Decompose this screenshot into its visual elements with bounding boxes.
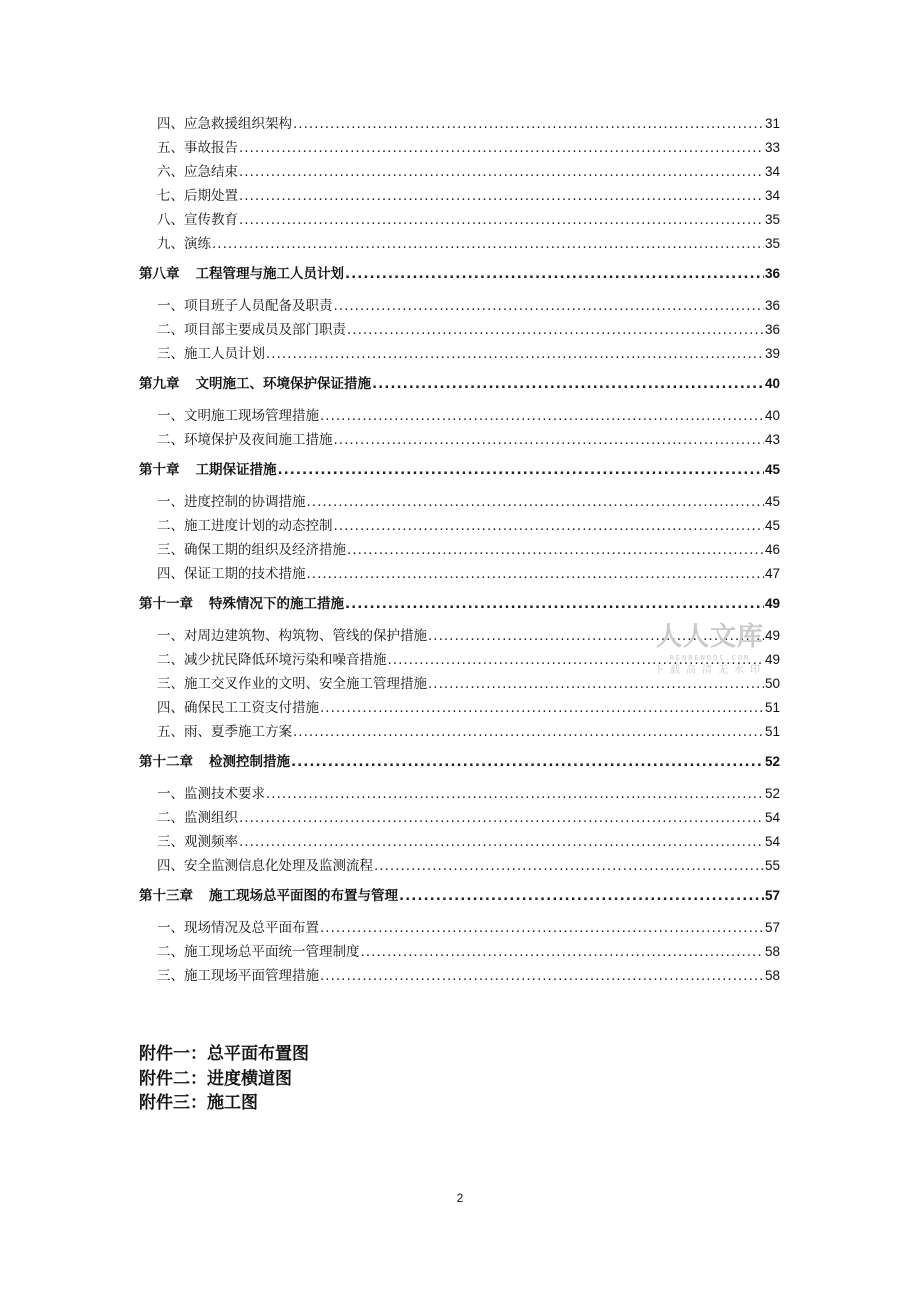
toc-leader-dots — [239, 136, 764, 160]
toc-leader-dots — [320, 404, 764, 428]
toc-page-number: 49 — [764, 628, 780, 643]
toc-chapter-name: 施工现场总平面图的布置与管理 — [209, 888, 398, 904]
toc-section-row[interactable] — [139, 696, 780, 720]
toc-section-row[interactable] — [139, 184, 780, 208]
toc-section-title: 一、现场情况及总平面布置 — [157, 920, 319, 936]
appendix-item-3: 附件三：施工图 — [139, 1093, 258, 1113]
toc-leader-dots — [372, 372, 764, 396]
toc-chapter-row[interactable] — [139, 592, 780, 616]
toc-chapter-number: 第九章 — [139, 376, 180, 392]
toc-section-title: 三、施工交叉作业的文明、安全施工管理措施 — [157, 676, 427, 692]
toc-chapter-row[interactable] — [139, 372, 780, 396]
toc-page-number: 54 — [764, 810, 780, 825]
appendix-item-1: 附件一：总平面布置图 — [139, 1044, 309, 1064]
table-of-contents — [139, 112, 780, 988]
toc-chapter-row[interactable] — [139, 750, 780, 774]
toc-section-row[interactable] — [139, 208, 780, 232]
toc-section-row[interactable] — [139, 490, 780, 514]
toc-chapter-number: 第八章 — [139, 266, 180, 282]
toc-section-title: 三、施工人员计划 — [157, 346, 265, 362]
watermark — [648, 622, 772, 678]
toc-leader-dots — [347, 318, 764, 342]
page-number: 2 — [456, 1191, 464, 1205]
toc-page-number: 36 — [764, 298, 780, 313]
toc-page-number: 51 — [764, 724, 780, 739]
toc-section-title: 二、环境保护及夜间施工措施 — [157, 432, 333, 448]
toc-chapter-number: 第十章 — [139, 462, 180, 478]
toc-page-number: 45 — [764, 518, 780, 533]
toc-section-row[interactable] — [139, 538, 780, 562]
toc-leader-dots — [291, 750, 764, 774]
toc-leader-dots — [239, 830, 764, 854]
toc-leader-dots — [307, 490, 764, 514]
toc-page-number: 31 — [764, 116, 780, 131]
toc-section-row[interactable] — [139, 916, 780, 940]
toc-page-number: 34 — [764, 188, 780, 203]
toc-chapter-number: 第十二章 — [139, 754, 193, 770]
toc-section-row[interactable] — [139, 806, 780, 830]
toc-page-number: 43 — [764, 432, 780, 447]
toc-section-row[interactable] — [139, 782, 780, 806]
toc-chapter-number: 第十三章 — [139, 888, 193, 904]
toc-section-title: 七、后期处置 — [157, 188, 238, 204]
toc-leader-dots — [239, 208, 764, 232]
toc-section-row[interactable] — [139, 720, 780, 744]
watermark-subtitle: 下载高清无水印 — [654, 665, 766, 676]
toc-leader-dots — [293, 720, 764, 744]
toc-chapter-row[interactable] — [139, 458, 780, 482]
toc-section-title: 一、监测技术要求 — [157, 786, 265, 802]
toc-page-number: 47 — [764, 566, 780, 581]
toc-leader-dots — [361, 940, 764, 964]
toc-leader-dots — [374, 854, 764, 878]
toc-leader-dots — [345, 592, 764, 616]
toc-page-number: 45 — [764, 494, 780, 509]
toc-chapter-number: 第十一章 — [139, 596, 193, 612]
toc-leader-dots — [399, 884, 764, 908]
toc-page-number: 34 — [764, 164, 780, 179]
toc-leader-dots — [334, 428, 764, 452]
toc-section-row[interactable] — [139, 136, 780, 160]
toc-section-title: 四、应急救援组织架构 — [157, 116, 292, 132]
toc-chapter-name: 工程管理与施工人员计划 — [195, 266, 344, 282]
toc-page-number: 58 — [764, 944, 780, 959]
toc-page-number: 36 — [764, 266, 780, 281]
toc-section-row[interactable] — [139, 830, 780, 854]
toc-section-title: 四、安全监测信息化处理及监测流程 — [157, 858, 373, 874]
toc-section-title: 三、确保工期的组织及经济措施 — [157, 542, 346, 558]
toc-chapter-title — [139, 372, 371, 396]
toc-section-title: 三、观测频率 — [157, 834, 238, 850]
toc-section-title: 九、演练 — [157, 236, 211, 252]
toc-page-number: 35 — [764, 212, 780, 227]
toc-chapter-name: 文明施工、环境保护保证措施 — [195, 376, 371, 392]
toc-chapter-row[interactable] — [139, 262, 780, 286]
toc-page-number: 46 — [764, 542, 780, 557]
toc-leader-dots — [320, 696, 764, 720]
toc-leader-dots — [345, 262, 764, 286]
toc-page-number: 58 — [764, 968, 780, 983]
toc-page-number: 52 — [764, 786, 780, 801]
toc-leader-dots — [334, 514, 764, 538]
toc-page-number: 57 — [764, 888, 780, 903]
toc-page-number: 52 — [764, 754, 780, 769]
toc-section-row[interactable] — [139, 964, 780, 988]
toc-chapter-name: 检测控制措施 — [209, 754, 290, 770]
toc-page-number: 45 — [764, 462, 780, 477]
toc-section-row[interactable] — [139, 562, 780, 586]
toc-section-row[interactable] — [139, 160, 780, 184]
toc-section-title: 五、事故报告 — [157, 140, 238, 156]
toc-section-row[interactable] — [139, 428, 780, 452]
toc-section-title: 二、施工现场总平面统一管理制度 — [157, 944, 360, 960]
toc-leader-dots — [239, 184, 764, 208]
toc-page-number: 39 — [764, 346, 780, 361]
toc-chapter-title — [139, 884, 398, 908]
toc-leader-dots — [266, 342, 764, 366]
toc-section-row[interactable] — [139, 514, 780, 538]
toc-section-row[interactable] — [139, 232, 780, 256]
toc-section-row[interactable] — [139, 294, 780, 318]
toc-page-number: 51 — [764, 700, 780, 715]
toc-section-title: 二、减少扰民降低环境污染和噪音措施 — [157, 652, 387, 668]
toc-leader-dots — [212, 232, 764, 256]
toc-page-number: 49 — [764, 652, 780, 667]
toc-leader-dots — [320, 916, 764, 940]
toc-page-number: 55 — [764, 858, 780, 873]
toc-section-title: 五、雨、夏季施工方案 — [157, 724, 292, 740]
watermark-url: RENRENDOC.COM — [669, 654, 751, 662]
toc-page-number: 40 — [764, 408, 780, 423]
watermark-title: 人人文库 — [655, 622, 764, 652]
toc-section-row[interactable] — [139, 342, 780, 366]
toc-section-title: 二、施工进度计划的动态控制 — [157, 518, 333, 534]
appendix-list — [139, 1042, 309, 1116]
toc-section-title: 二、监测组织 — [157, 810, 238, 826]
toc-leader-dots — [293, 112, 764, 136]
toc-page-number: 57 — [764, 920, 780, 935]
toc-page-number: 40 — [764, 376, 780, 391]
toc-section-title: 四、保证工期的技术措施 — [157, 566, 306, 582]
toc-section-title: 六、应急结束 — [157, 164, 238, 180]
toc-page-number: 49 — [764, 596, 780, 611]
toc-section-row[interactable] — [139, 112, 780, 136]
toc-leader-dots — [278, 458, 764, 482]
toc-page-number: 50 — [764, 676, 780, 691]
toc-leader-dots — [320, 964, 764, 988]
toc-section-title: 一、进度控制的协调措施 — [157, 494, 306, 510]
toc-section-row[interactable] — [139, 318, 780, 342]
toc-chapter-title — [139, 458, 277, 482]
toc-section-title: 一、对周边建筑物、构筑物、管线的保护措施 — [157, 628, 427, 644]
toc-section-title: 一、项目班子人员配备及职责 — [157, 298, 333, 314]
toc-chapter-title — [139, 750, 290, 774]
toc-leader-dots — [239, 806, 764, 830]
toc-leader-dots — [307, 562, 764, 586]
toc-section-title: 四、确保民工工资支付措施 — [157, 700, 319, 716]
appendix-item-2: 附件二：进度横道图 — [139, 1068, 292, 1089]
toc-page-number: 33 — [764, 140, 780, 155]
toc-section-row[interactable] — [139, 404, 780, 428]
toc-section-row[interactable] — [139, 940, 780, 964]
toc-chapter-name: 特殊情况下的施工措施 — [209, 596, 344, 612]
toc-section-title: 一、文明施工现场管理措施 — [157, 408, 319, 424]
toc-page-number: 54 — [764, 834, 780, 849]
toc-section-title: 二、项目部主要成员及部门职责 — [157, 322, 346, 338]
toc-section-title: 八、宣传教育 — [157, 212, 238, 228]
toc-chapter-row[interactable] — [139, 884, 780, 908]
toc-page-number: 35 — [764, 236, 780, 251]
toc-leader-dots — [347, 538, 764, 562]
toc-chapter-name: 工期保证措施 — [195, 462, 277, 478]
toc-page-number: 36 — [764, 322, 780, 337]
toc-chapter-title — [139, 262, 344, 286]
toc-leader-dots — [334, 294, 764, 318]
toc-section-title: 三、施工现场平面管理措施 — [157, 968, 319, 984]
toc-leader-dots — [266, 782, 764, 806]
toc-section-row[interactable] — [139, 854, 780, 878]
toc-leader-dots — [239, 160, 764, 184]
toc-chapter-title — [139, 592, 344, 616]
